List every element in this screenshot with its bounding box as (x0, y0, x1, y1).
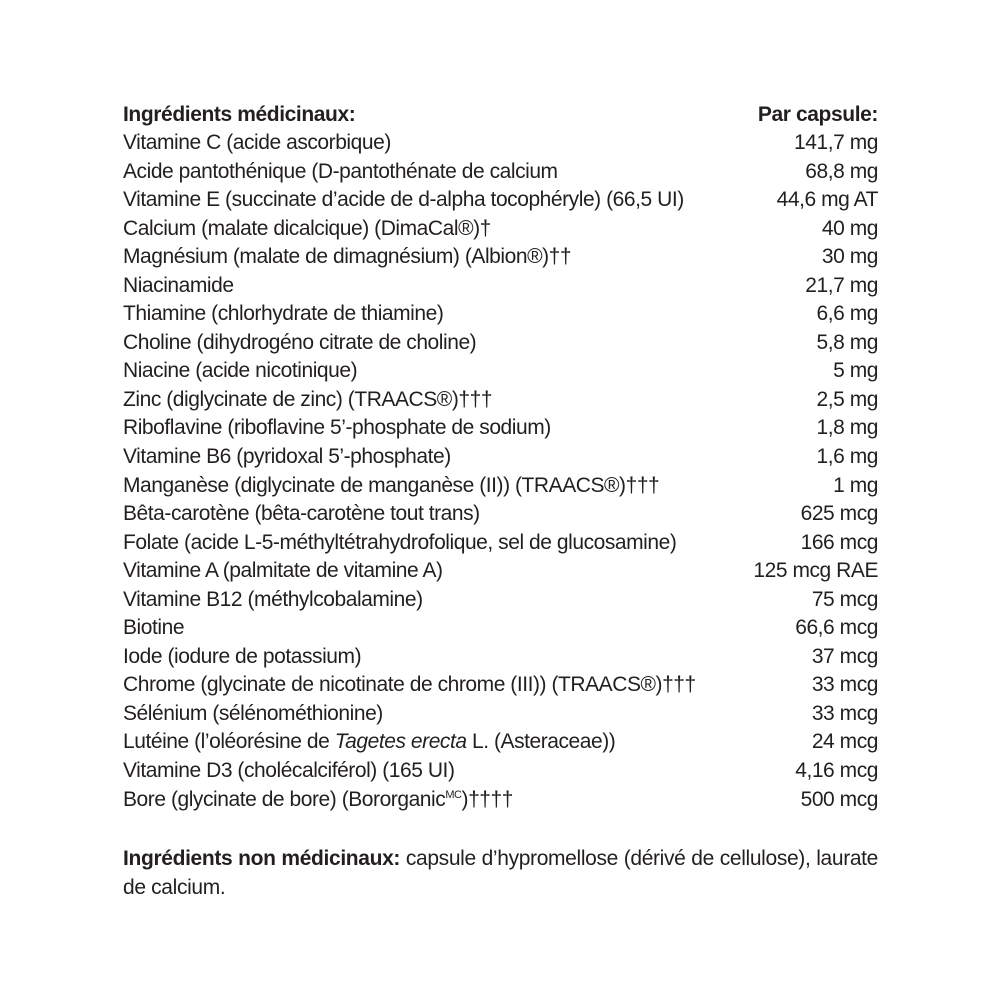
ingredient-name: Vitamine B6 (pyridoxal 5’-phosphate) (123, 445, 451, 469)
ingredient-amount: 4,16 mcg (795, 759, 878, 783)
ingredient-amount: 2,5 mg (816, 387, 878, 411)
ingredient-name (123, 786, 793, 815)
ingredient-row (123, 500, 878, 529)
ingredient-name: Biotine (123, 616, 185, 640)
ingredient-amount: 21,7 mg (805, 273, 878, 297)
non-medicinal-text: capsule d’hypromellose (dérivé de cellulose), laurate de calcium. (123, 847, 878, 900)
ingredient-row (123, 757, 878, 786)
ingredient-name: Vitamine E (succinate d’acide de d-alpha tocophéryle) (66,5 UI) (123, 188, 684, 212)
ingredient-amount: 5 mg (833, 359, 878, 383)
ingredient-name: Chrome (glycinate de nicotinate de chrome (III)) (TRAACS®)††† (123, 673, 696, 697)
ingredient-amount: 66,6 mcg (795, 616, 878, 640)
ingredient-row (123, 386, 878, 415)
ingredient-name-part: L. (Asteraceae)) (466, 730, 616, 754)
ingredient-row (123, 357, 878, 386)
ingredient-amount: 625 mcg (800, 502, 878, 526)
ingredient-row (123, 272, 878, 301)
ingredient-name: Bêta-carotène (bêta-carotène tout trans) (123, 502, 480, 526)
ingredient-amount: 33 mcg (811, 673, 878, 697)
ingredient-row (123, 158, 878, 187)
per-capsule-heading: Par capsule: (757, 103, 878, 126)
ingredient-row (123, 614, 878, 643)
non-medicinal-ingredients (123, 844, 878, 902)
ingredient-amount: 44,6 mg AT (776, 188, 878, 212)
ingredient-name-part: )†††† (461, 787, 513, 811)
ingredient-list (123, 129, 878, 814)
ingredient-row (123, 557, 878, 586)
ingredient-amount: 141,7 mg (794, 131, 878, 154)
ingredient-name: Vitamine C (acide ascorbique) (123, 131, 391, 154)
ingredient-row (123, 443, 878, 472)
ingredient-amount: 1,6 mg (816, 445, 878, 469)
ingredient-row (123, 472, 878, 501)
ingredient-row (123, 786, 878, 815)
ingredient-name-part: Vitamine D3 (cholécalciférol) (165 UI) (123, 759, 455, 783)
ingredient-name: Manganèse (diglycinate de manganèse (II)) (TRAACS®)††† (123, 473, 660, 497)
ingredient-name: Vitamine B12 (méthylcobalamine) (123, 587, 423, 611)
trademark-superscript: MC (445, 788, 462, 801)
ingredient-amount: 40 mg (821, 216, 878, 240)
ingredient-name (123, 728, 804, 757)
ingredient-row (123, 300, 878, 329)
ingredient-row (123, 728, 878, 757)
ingredient-name: Zinc (diglycinate de zinc) (TRAACS®)††† (123, 387, 493, 411)
ingredient-row (123, 243, 878, 272)
ingredient-amount: 33 mcg (811, 701, 878, 725)
ingredient-amount: 68,8 mg (805, 159, 878, 183)
ingredient-name: Vitamine A (palmitate de vitamine A) (123, 559, 443, 583)
ingredient-name: Niacine (acide nicotinique) (123, 359, 358, 383)
ingredient-row (123, 329, 878, 358)
ingredient-name (123, 757, 787, 786)
ingredient-amount: 75 mcg (811, 587, 878, 611)
ingredient-amount: 125 mcg RAE (753, 559, 878, 583)
non-medicinal-heading: Ingrédients non médicinaux: (123, 847, 401, 871)
ingredient-amount: 6,6 mg (816, 302, 878, 326)
ingredient-amount: 30 mg (821, 245, 878, 269)
ingredient-amount: 166 mcg (800, 530, 878, 554)
ingredient-amount: 5,8 mg (816, 330, 878, 354)
ingredient-name: Folate (acide L-5-méthyltétrahydrofolique, sel de glucosamine) (123, 530, 677, 554)
ingredient-row (123, 586, 878, 615)
ingredient-amount: 1 mg (833, 473, 878, 497)
ingredient-row (123, 529, 878, 558)
ingredient-amount: 37 mcg (811, 644, 878, 668)
ingredient-name-part: Bore (glycinate de bore) (Bororganic (123, 787, 446, 811)
ingredient-name: Choline (dihydrogéno citrate de choline) (123, 330, 477, 354)
ingredient-row (123, 671, 878, 700)
ingredient-name: Thiamine (chlorhydrate de thiamine) (123, 302, 444, 326)
ingredient-amount: 24 mcg (811, 730, 878, 754)
supplement-facts-label (123, 101, 878, 923)
ingredients-header (123, 101, 878, 129)
ingredient-name: Sélénium (sélénométhionine) (123, 701, 383, 725)
medicinal-ingredients-heading: Ingrédients médicinaux: (123, 103, 356, 126)
ingredient-row (123, 129, 878, 158)
ingredient-row (123, 414, 878, 443)
ingredient-row (123, 215, 878, 244)
ingredient-name: Acide pantothénique (D-pantothénate de calcium (123, 159, 558, 183)
ingredient-name: Magnésium (malate de dimagnésium) (Albion®)†† (123, 245, 572, 269)
botanical-name: Tagetes erecta (334, 730, 467, 754)
ingredient-row (123, 643, 878, 672)
ingredient-row (123, 700, 878, 729)
ingredient-amount: 1,8 mg (816, 416, 878, 440)
ingredient-name: Iode (iodure de potassium) (123, 644, 362, 668)
ingredient-amount: 500 mcg (800, 787, 878, 811)
ingredient-name: Riboflavine (riboflavine 5’-phosphate de sodium) (123, 416, 551, 440)
ingredient-name: Calcium (malate dicalcique) (DimaCal®)† (123, 216, 491, 240)
ingredient-name: Niacinamide (123, 273, 234, 297)
ingredient-name-part: Lutéine (l’oléorésine de (123, 730, 335, 754)
ingredient-row (123, 186, 878, 215)
